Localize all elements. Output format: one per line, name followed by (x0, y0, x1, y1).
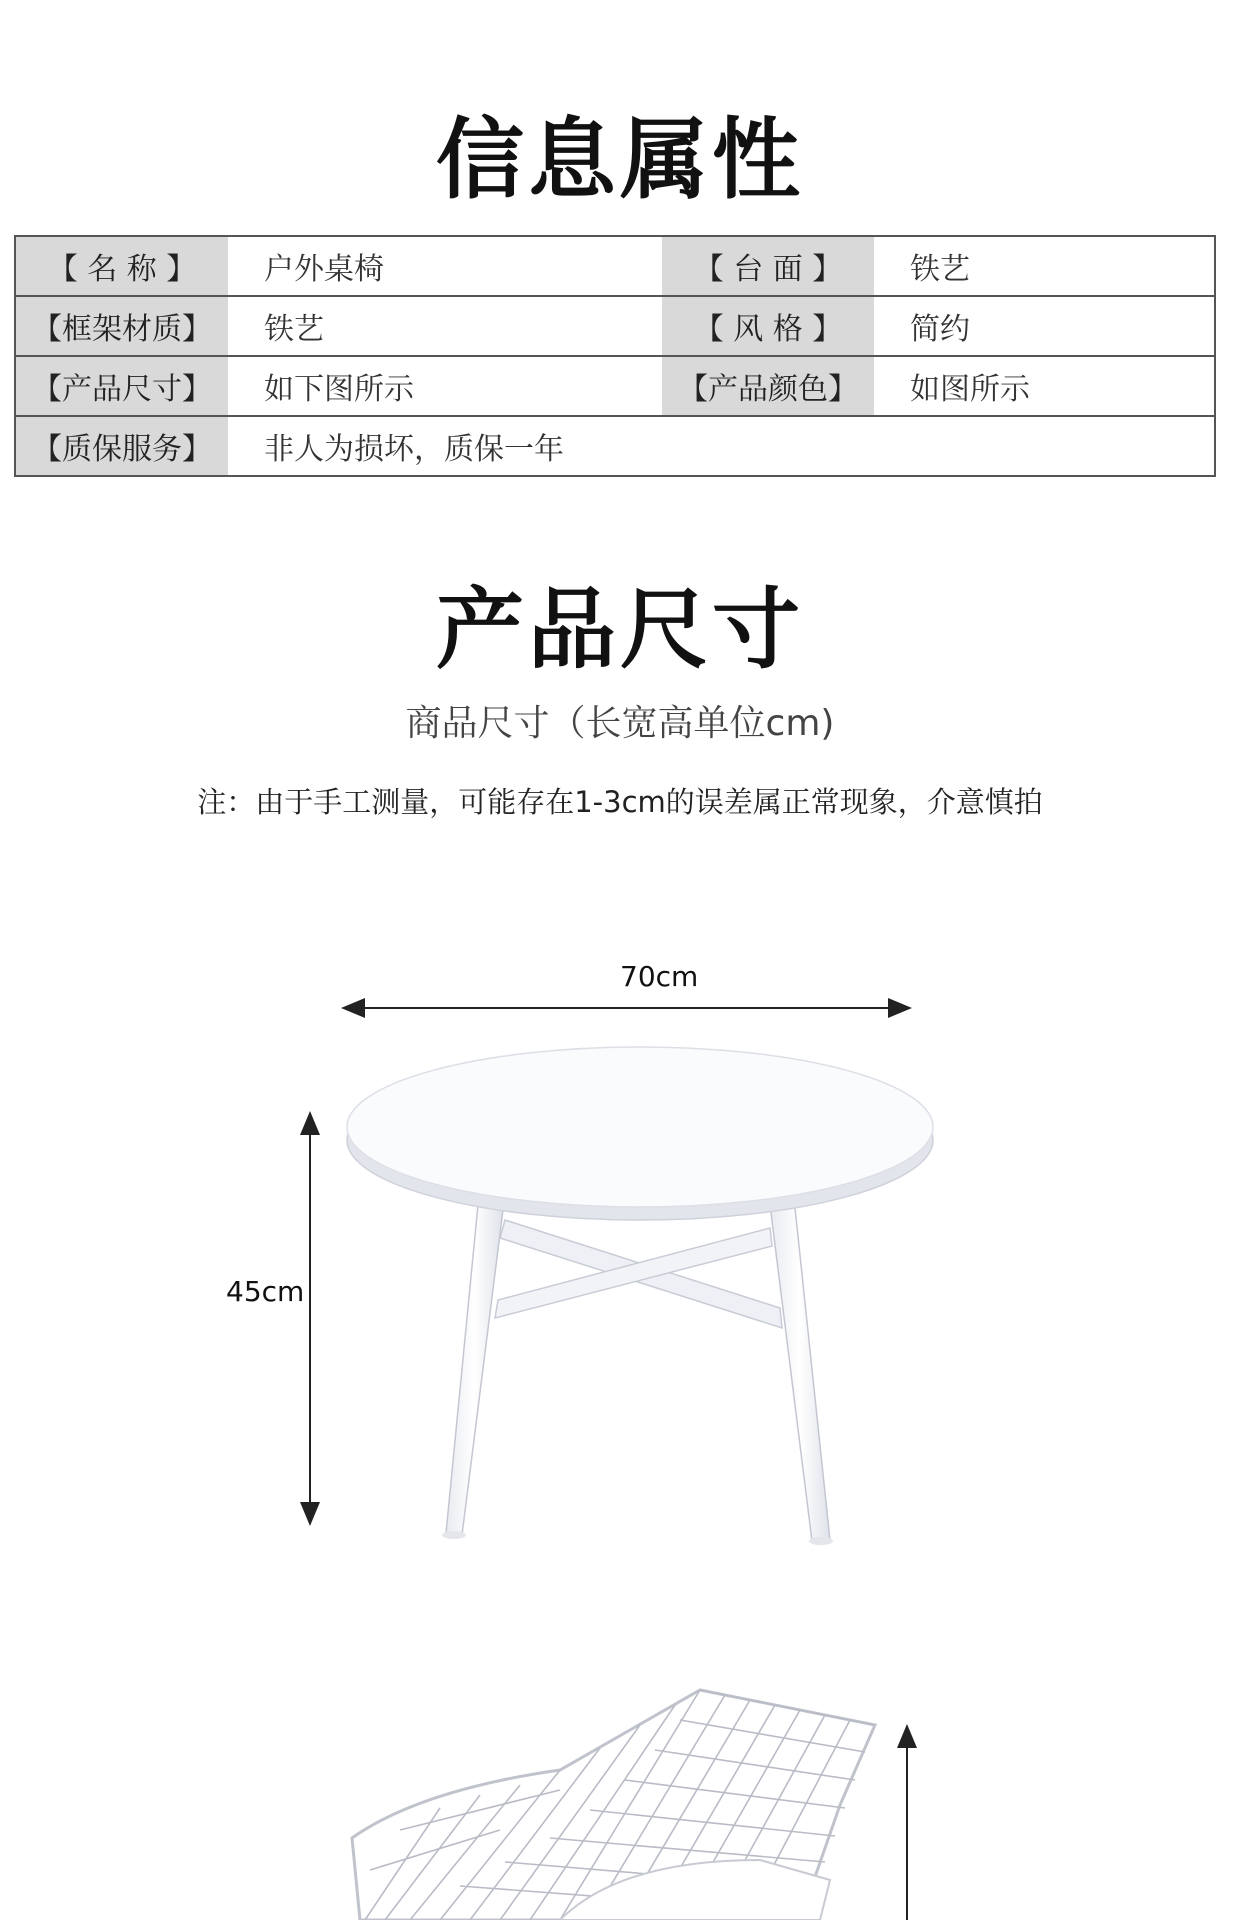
table-width-label: 70cm (620, 960, 699, 993)
info-section-title: 信息属性 (435, 108, 804, 211)
attr-value: 户外桌椅 (228, 236, 662, 296)
size-section-title: 产品尺寸 (435, 578, 804, 681)
wire-chair (352, 1690, 875, 1920)
attr-label: 【 名 称 】 (15, 236, 228, 296)
attr-label: 【 风 格 】 (662, 296, 874, 356)
round-table (347, 1047, 933, 1545)
attr-value: 铁艺 (228, 296, 662, 356)
attr-label: 【 台 面 】 (662, 236, 874, 296)
attr-label: 【框架材质】 (15, 296, 228, 356)
attr-value: 如图所示 (874, 356, 1215, 416)
attr-label: 【产品尺寸】 (15, 356, 228, 416)
table-height-label: 45cm (226, 1275, 305, 1308)
attr-value: 如下图所示 (228, 356, 662, 416)
attr-value: 非人为损坏，质保一年 (264, 432, 564, 467)
attr-value: 简约 (874, 296, 1215, 356)
measurement-note: 注：由于手工测量，可能存在1-3cm的误差属正常现象，介意慎拍 (197, 785, 1043, 819)
attr-value: 铁艺 (874, 236, 1215, 296)
attr-label: 【产品颜色】 (662, 356, 874, 416)
attr-label: 【质保服务】 (15, 416, 228, 476)
size-subtitle: 商品尺寸（长宽高单位cm) (405, 703, 835, 744)
